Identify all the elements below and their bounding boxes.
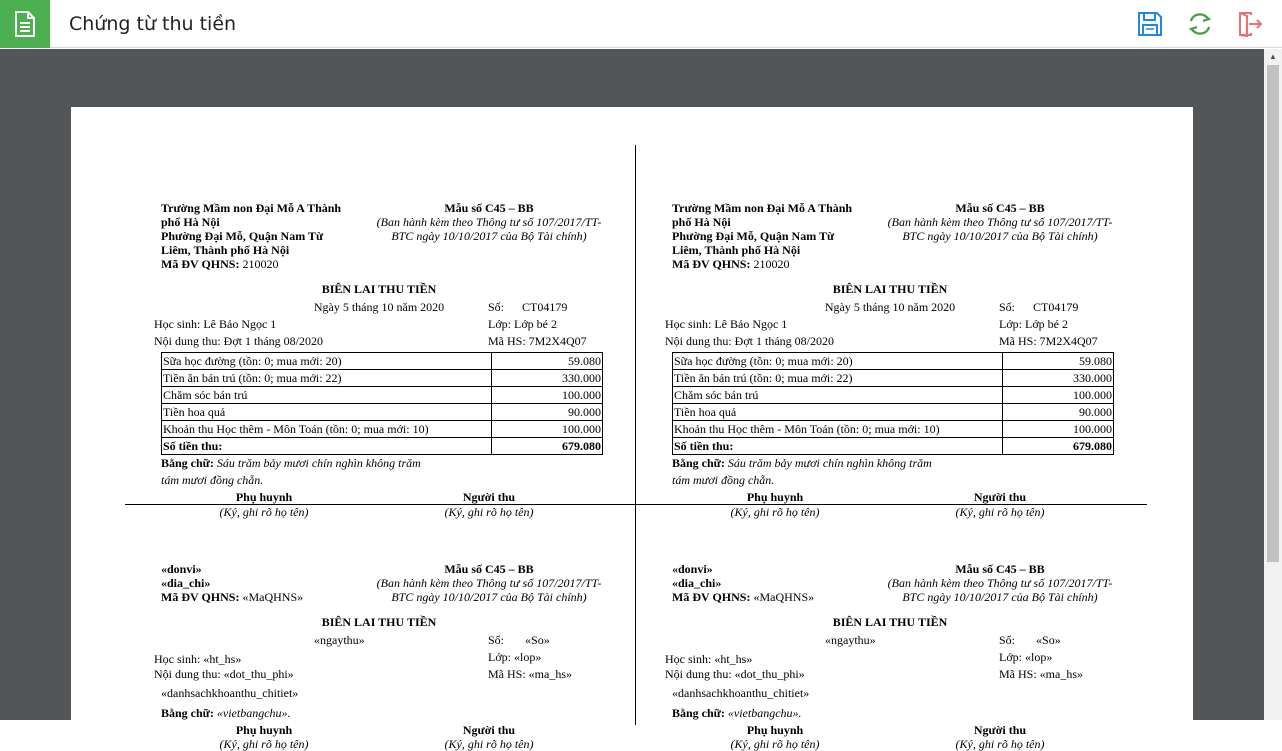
table-row: Khoản thu Học thêm - Môn Toán (tồn: 0; mua mới: 10) 100.000 [674,421,1112,436]
receipt-number: Số: «So» [999,633,1061,647]
form-note-2: BTC ngày 10/10/2017 của Bộ Tài chính) [902,229,1098,243]
qhns: Mã ĐV QHNS: 210020 [672,257,790,271]
form-note-1: (Ban hành kèm theo Thông tư số 107/2017/TT- [887,576,1113,590]
org-line2: phố Hà Nội [672,215,731,229]
table-row: Chăm sóc bán trú 100.000 [674,387,1112,402]
parent-label: Phụ huynh [235,490,293,504]
student-name: Học sinh: Lê Bảo Ngọc 1 [154,317,277,331]
collection-content: Nội dung thu: «dot_thu_phi» [154,667,294,681]
doc-title: BIÊN LAI THU TIỀN [832,282,948,296]
table-row: Chăm sóc bán trú 100.000 [163,387,601,402]
org-line1: Trường Mầm non Đại Mỗ A Thành [161,201,342,215]
org-line2: phố Hà Nội [161,215,220,229]
amount-in-words: Bằng chữ: Sáu trăm bảy mươi chín nghìn không trăm [161,456,421,470]
student-code: Mã HS: 7M2X4Q07 [488,334,587,348]
table-row: Tiền ăn bán trú (tồn: 0; mua mới: 22) 330.000 [163,370,601,385]
collection-content: Nội dung thu: «dot_thu_phi» [665,667,805,681]
table-row: Khoản thu Học thêm - Môn Toán (tồn: 0; mua mới: 10) 100.000 [163,421,601,436]
total-row: Số tiền thu: 679.080 [163,438,601,453]
amount-in-words: Bằng chữ: «vietbangchu». [161,706,291,720]
parent-sign-note: (Ký, ghi rõ họ tên) [730,505,820,519]
collector-sign-note: (Ký, ghi rõ họ tên) [444,737,534,751]
parent-sign-note: (Ký, ghi rõ họ tên) [219,505,309,519]
student-class: Lớp: «lop» [488,650,542,664]
parent-label: Phụ huynh [235,723,293,737]
org-line3: Phường Đại Mỗ, Quận Nam Từ [161,229,324,243]
org-line1: Trường Mầm non Đại Mỗ A Thành [672,201,853,215]
amount-in-words: Bằng chữ: «vietbangchu». [672,706,802,720]
app-header [0,0,1282,48]
form-number: Mẫu số C45 – BB [444,562,534,576]
refresh-icon [1187,11,1213,37]
page-title: Chứng từ thu tiền [69,13,237,35]
student-code: Mã HS: 7M2X4Q07 [999,334,1098,348]
collection-content: Nội dung thu: Đợt 1 tháng 08/2020 [665,334,835,348]
collector-sign-note: (Ký, ghi rõ họ tên) [955,505,1045,519]
exit-button[interactable] [1236,10,1264,38]
collector-label: Người thu [973,723,1027,737]
qhns: Mã ĐV QHNS: «MaQHNS» [161,590,304,604]
address-placeholder: «dia_chi» [161,576,211,590]
org-placeholder: «donvi» [672,562,713,576]
details-placeholder: «danhsachkhoanthu_chitiet» [672,686,810,700]
receipt-number: Số: CT04179 [488,300,568,314]
refresh-button[interactable] [1186,10,1214,38]
student-class: Lớp: «lop» [999,650,1053,664]
receipt-number: Số: CT04179 [999,300,1079,314]
doc-title: BIÊN LAI THU TIỀN [321,615,437,629]
receipt-date: Ngày 5 tháng 10 năm 2020 [824,300,956,314]
amount-in-words-2: tám mươi đồng chẵn. [161,473,264,487]
form-number: Mẫu số C45 – BB [955,201,1045,215]
save-icon [1137,11,1163,37]
scrollbar-thumb[interactable] [1267,65,1279,562]
receipt-number: Số: «So» [488,633,550,647]
collector-label: Người thu [462,723,516,737]
org-placeholder: «donvi» [161,562,202,576]
total-row: Số tiền thu: 679.080 [674,438,1112,453]
address-placeholder: «dia_chi» [672,576,722,590]
table-row: Tiền hoa quả 90.000 [163,404,601,419]
amount-in-words: Bằng chữ: Sáu trăm bảy mươi chín nghìn không trăm [672,456,932,470]
form-number: Mẫu số C45 – BB [955,562,1045,576]
amount-in-words-2: tám mươi đồng chẵn. [672,473,775,487]
table-row: Sữa học đường (tồn: 0; mua mới: 20) 59.080 [163,353,601,368]
items-table [672,352,1114,455]
collector-sign-note: (Ký, ghi rõ họ tên) [955,737,1045,751]
qhns: Mã ĐV QHNS: 210020 [161,257,279,271]
form-note-1: (Ban hành kèm theo Thông tư số 107/2017/TT- [376,576,602,590]
save-button[interactable] [1136,10,1164,38]
receipt-date: «ngaythu» [314,633,365,647]
collection-content: Nội dung thu: Đợt 1 tháng 08/2020 [154,334,324,348]
receipt-date: Ngày 5 tháng 10 năm 2020 [313,300,445,314]
details-placeholder: «danhsachkhoanthu_chitiet» [161,686,299,700]
student-class: Lớp: Lớp bé 2 [488,317,558,331]
scroll-up-arrow-icon[interactable]: ▲ [1269,52,1277,61]
parent-sign-note: (Ký, ghi rõ họ tên) [730,737,820,751]
document-icon [0,0,50,48]
qhns: Mã ĐV QHNS: «MaQHNS» [672,590,815,604]
student-code: Mã HS: «ma_hs» [999,667,1083,681]
table-row: Tiền hoa quả 90.000 [674,404,1112,419]
student-name: Học sinh: «ht_hs» [665,652,753,666]
org-line3: Phường Đại Mỗ, Quận Nam Từ [672,229,835,243]
collector-sign-note: (Ký, ghi rõ họ tên) [444,505,534,519]
doc-title: BIÊN LAI THU TIỀN [321,282,437,296]
receipt-date: «ngaythu» [825,633,876,647]
parent-label: Phụ huynh [746,723,804,737]
org-line4: Liêm, Thành phố Hà Nội [672,243,801,257]
document-viewer[interactable] [0,49,1264,751]
form-note-2: BTC ngày 10/10/2017 của Bộ Tài chính) [902,590,1098,604]
student-class: Lớp: Lớp bé 2 [999,317,1069,331]
student-code: Mã HS: «ma_hs» [488,667,572,681]
org-line4: Liêm, Thành phố Hà Nội [161,243,290,257]
exit-icon [1237,11,1263,37]
form-note-1: (Ban hành kèm theo Thông tư số 107/2017/TT- [887,215,1113,229]
receipt-page [71,107,1193,751]
student-name: Học sinh: Lê Bảo Ngọc 1 [665,317,788,331]
student-name: Học sinh: «ht_hs» [154,652,242,666]
doc-title: BIÊN LAI THU TIỀN [832,615,948,629]
parent-label: Phụ huynh [746,490,804,504]
parent-sign-note: (Ký, ghi rõ họ tên) [219,737,309,751]
form-note-2: BTC ngày 10/10/2017 của Bộ Tài chính) [391,229,587,243]
form-note-2: BTC ngày 10/10/2017 của Bộ Tài chính) [391,590,587,604]
table-row: Tiền ăn bán trú (tồn: 0; mua mới: 22) 330.000 [674,370,1112,385]
cut-line-vertical [635,145,636,725]
table-row: Sữa học đường (tồn: 0; mua mới: 20) 59.080 [674,353,1112,368]
vertical-scrollbar[interactable] [1264,49,1282,720]
form-note-1: (Ban hành kèm theo Thông tư số 107/2017/TT- [376,215,602,229]
collector-label: Người thu [973,490,1027,504]
items-table [161,352,603,455]
form-number: Mẫu số C45 – BB [444,201,534,215]
collector-label: Người thu [462,490,516,504]
